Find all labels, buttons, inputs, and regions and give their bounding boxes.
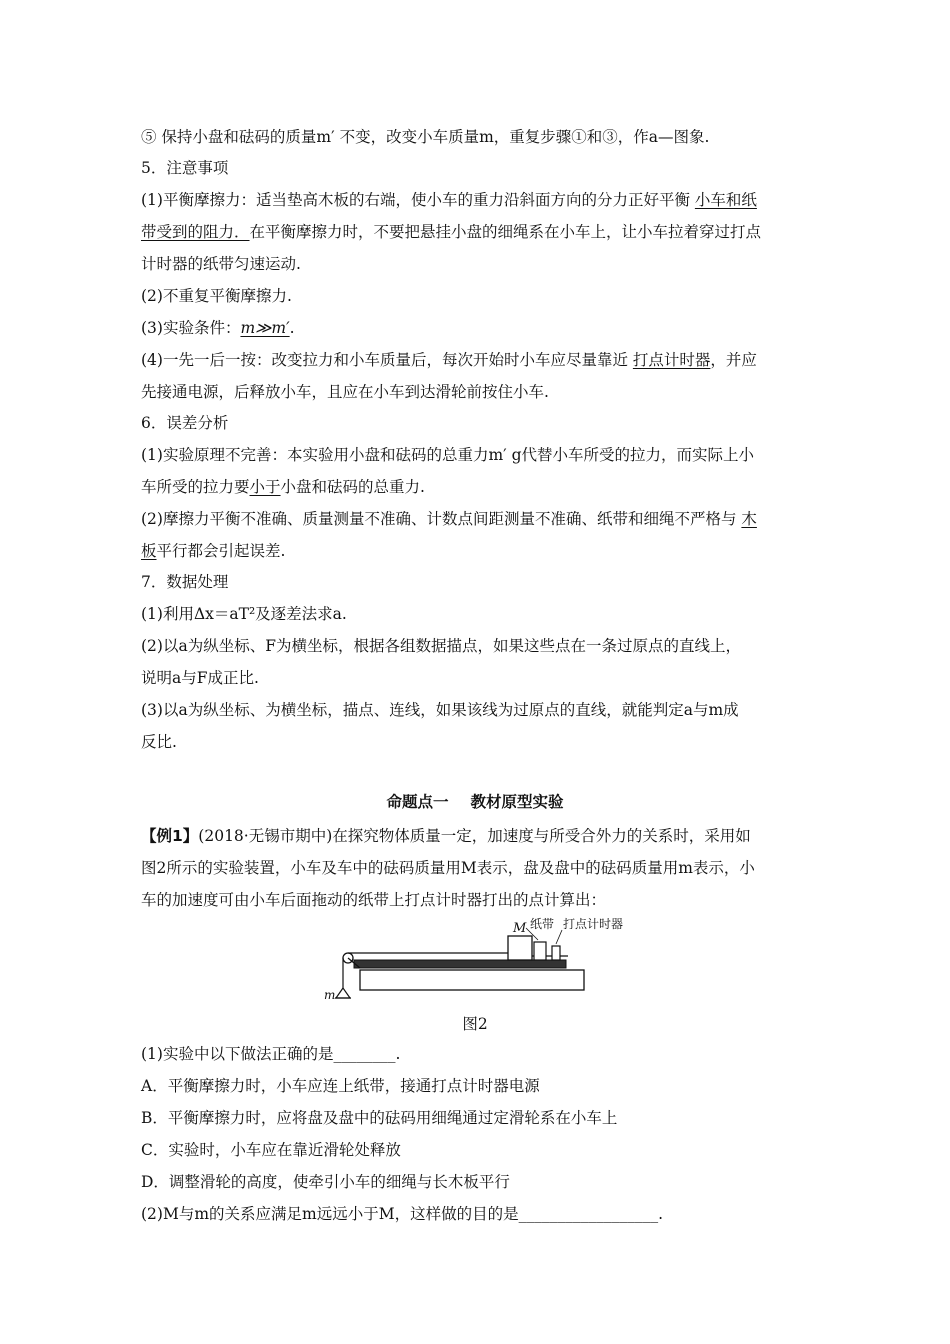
line-16: (1)利用Δx＝aT²及逐差法求a.: [141, 605, 347, 623]
line-17: (2)以a为纵坐标、F为横坐标，根据各组数据描点，如果这些点在一条过原点的直线上，: [141, 637, 741, 655]
underline-answer-4: 小于: [249, 478, 281, 496]
timer: [534, 942, 546, 960]
line-11: (1)实验原理不完善：本实验用小盘和砝码的总重力m′ g代替小车所受的拉力，而实际上小: [141, 446, 755, 464]
option-b: B．平衡摩擦力时，应将盘及盘中的砝码用细绳通过定滑轮系在小车上: [141, 1109, 618, 1127]
example-line-1: 【例1】(2018·无锡市期中)在探究物体质量一定，加速度与所受合外力的关系时，采用如: [141, 827, 751, 845]
label-m: m: [324, 988, 336, 1002]
cart: [508, 936, 532, 960]
option-a: A．平衡摩擦力时，小车应连上纸带，接通打点计时器电源: [141, 1077, 540, 1095]
section-7-title: 7．数据处理: [141, 573, 229, 591]
line-18: 说明a与F成正比.: [141, 669, 259, 687]
example-tag: 【例1】: [141, 827, 199, 845]
underline-answer-5: 木: [741, 510, 757, 528]
line-3: (1)平衡摩擦力：适当垫高木板的右端，使小车的重力沿斜面方向的分力正好平衡 小车和纸: [141, 191, 757, 209]
label-tape: 纸带: [530, 917, 555, 931]
underline-answer-1b: 带受到的阻力．: [141, 223, 250, 241]
line-8: (4)一先一后一按：改变拉力和小车质量后，每次开始时小车应尽量靠近 打点计时器，并应: [141, 351, 757, 369]
question-2: (2)M与m的关系应满足m远远小于M，这样做的目的是__________________.: [141, 1205, 664, 1223]
timer-2: [552, 946, 560, 960]
line-9: 先接通电源，后释放小车，且应在小车到达滑轮前按住小车.: [141, 383, 549, 401]
experiment-apparatus-figure: [320, 912, 640, 1004]
line-20: 反比.: [141, 733, 177, 751]
underline-answer-3: 打点计时器: [632, 351, 711, 369]
figure-caption: 图2: [462, 1015, 488, 1033]
line-4: 带受到的阻力．在平衡摩擦力时，不要把悬挂小盘的细绳系在小车上，让小车拉着穿过打点: [141, 223, 762, 241]
line-6: (2)不重复平衡摩擦力.: [141, 287, 292, 305]
line-14: 板平行都会引起误差.: [141, 542, 286, 560]
base-board: [360, 970, 584, 990]
long-plank: [354, 960, 566, 968]
line-19: (3)以a为纵坐标、为横坐标，描点、连线，如果该线为过原点的直线，就能判定a与m成: [141, 701, 739, 719]
section-6-title: 6．误差分析: [141, 414, 229, 432]
label-timer: 打点计时器: [563, 917, 624, 931]
line-13: (2)摩擦力平衡不准确、质量测量不准确、计数点间距测量不准确、纸带和细绳不严格与 木: [141, 510, 757, 528]
question-1: (1)实验中以下做法正确的是________.: [141, 1045, 401, 1063]
section-heading: 命题点一 教材原型实验: [386, 793, 564, 811]
line-12: 车所受的拉力要小于小盘和砝码的总重力.: [141, 478, 425, 496]
line-1: ⑤ 保持小盘和砝码的质量m′ 不变，改变小车质量m，重复步骤①和③，作a—图象.: [141, 128, 710, 146]
line-5: 计时器的纸带匀速运动.: [141, 255, 301, 273]
line-7: (3)实验条件：m≫m′.: [141, 319, 295, 337]
underline-answer-5b: 板: [141, 542, 157, 560]
label-M: M: [513, 921, 527, 936]
section-5-title: 5．注意事项: [141, 159, 229, 177]
underline-answer-1: 小车和纸: [694, 191, 757, 209]
example-line-2: 图2所示的实验装置，小车及车中的砝码质量用M表示，盘及盘中的砝码质量用m表示，小: [141, 859, 755, 877]
underline-answer-2: m≫m′: [240, 319, 290, 337]
example-line-3: 车的加速度可由小车后面拖动的纸带上打点计时器打出的点计算出：: [141, 891, 607, 909]
option-d: D．调整滑轮的高度，使牵引小车的细绳与长木板平行: [141, 1173, 510, 1191]
hanging-pan: [336, 988, 350, 998]
option-c: C．实验时，小车应在靠近滑轮处释放: [141, 1141, 401, 1159]
